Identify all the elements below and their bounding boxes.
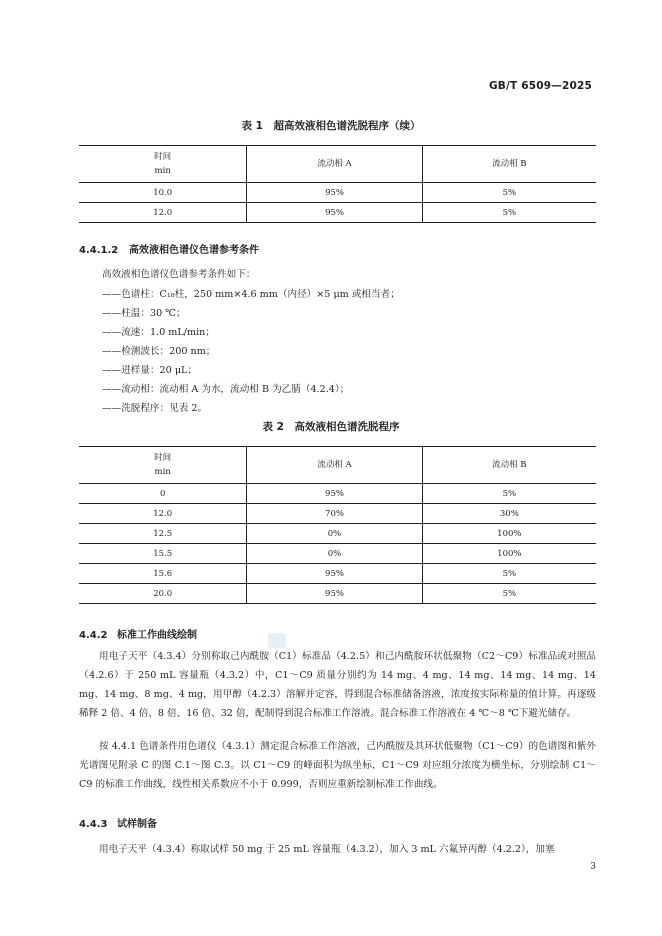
section-4412-intro: 高效液相色谱仪色谱参考条件如下： [102, 269, 256, 280]
section-442-paragraph-1: 用电子天平（4.3.4）分别称取己内酰胺（C1）标准品（4.2.5）和己内酰胺环状低聚物（C2～C9）标准品或对照品（4.2.6）于 250 mL 容量瓶（4.3.2）中，C1～C9 质量分别约为 14 mg、4 mg、14 mg、14 mg、14 mg、14 mg、14 mg、8 mg、4 mg，用甲醇（4.2.3）溶解并定容，得到混合标准储备溶液，浓度按实际称量的值计算。再逐级稀释 2 倍、4 倍、8 倍、16 倍、32 倍，配制得到混合标准工作溶液。混合标准工作溶液在 4 ℃～8 ℃下避光储存。 [79, 651, 596, 719]
table-cell: 95% [247, 564, 422, 584]
table-cell: 15.5 [79, 544, 247, 564]
table-cell: 95% [247, 584, 422, 604]
table-row [79, 524, 596, 544]
table-row [79, 564, 596, 584]
table-cell: 100% [422, 544, 596, 564]
section-title: 标准工作曲线绘制 [117, 630, 197, 641]
table-cell: 5% [422, 183, 596, 203]
list-item: ——流速：1.0 mL/min； [102, 327, 215, 338]
table1 [79, 145, 596, 223]
table-cell: 0 [79, 484, 247, 504]
table-row [79, 203, 596, 223]
table2-caption: 表 2 高效液相色谱洗脱程序 [262, 421, 400, 433]
table1-header-time: 时间 min [79, 146, 247, 183]
section-443-heading [79, 815, 157, 830]
page-number: 3 [590, 862, 596, 872]
table2-header-a: 流动相 A [247, 447, 422, 484]
table-cell: 95% [247, 183, 422, 203]
list-item: ——检测波长：200 nm； [102, 346, 216, 357]
table-cell: 20.0 [79, 584, 247, 604]
list-item: ——流动相：流动相 A 为水，流动相 B 为乙腈（4.2.4）； [102, 384, 350, 395]
table-row [79, 584, 596, 604]
table-cell: 30% [422, 504, 596, 524]
table-cell: 5% [422, 484, 596, 504]
table1-caption: 表 1 超高效液相色谱洗脱程序（续） [241, 120, 421, 132]
table-cell: 100% [422, 524, 596, 544]
table-cell: 10.0 [79, 183, 247, 203]
table-cell: 12.0 [79, 504, 247, 524]
table-row [79, 484, 596, 504]
table-cell: 5% [422, 203, 596, 223]
table-row [79, 504, 596, 524]
list-item: ——进样量：20 μL； [102, 365, 198, 376]
table-cell: 15.6 [79, 564, 247, 584]
standard-code: GB/T 6509—2025 [488, 80, 592, 92]
table1-header-b: 流动相 B [422, 146, 596, 183]
table-cell: 5% [422, 564, 596, 584]
table1-header-a: 流动相 A [247, 146, 422, 183]
table-cell: 95% [247, 484, 422, 504]
list-item: ——色谱柱：C₁₈柱，250 mm×4.6 mm（内径）×5 μm 或相当者； [102, 289, 400, 300]
table1-header-row [79, 146, 596, 183]
section-title: 高效液相色谱仪色谱参考条件 [129, 245, 259, 256]
section-442-paragraph-2: 按 4.4.1 色谱条件用色谱仪（4.3.1）测定混合标准工作溶液，己内酰胺及其环状低聚物（C1～C9）的色谱图和紫外光谱图见附录 C 的图 C.1～图 C.3。以 C1～C9 的峰面积为纵坐标，C1～C9 对应组分浓度为横坐标，分别绘制 C1～C9 的标准工作曲线，线性相关系数应不小于 0.999，否则应重新绘制标准工作曲线。 [79, 741, 596, 790]
list-item: ——洗脱程序：见表 2。 [102, 403, 208, 414]
section-443-paragraph: 用电子天平（4.3.4）称取试样 50 mg 于 25 mL 容量瓶（4.3.2），加入 3 mL 六氟异丙醇（4.2.2），加塞 [99, 844, 555, 855]
section-4412-heading [79, 241, 259, 256]
table-cell: 70% [247, 504, 422, 524]
table2 [79, 446, 596, 604]
table-cell: 0% [247, 544, 422, 564]
section-number: 4.4.3 [79, 819, 108, 830]
list-item: ——柱温：30 ℃； [102, 308, 186, 319]
section-442-heading [79, 626, 197, 641]
section-title: 试样制备 [117, 819, 157, 830]
table-cell: 5% [422, 584, 596, 604]
section-number: 4.4.2 [79, 630, 108, 641]
watermark-stamp [268, 633, 286, 648]
table-row [79, 544, 596, 564]
table2-header-b: 流动相 B [422, 447, 596, 484]
table-cell: 95% [247, 203, 422, 223]
table2-header-row [79, 447, 596, 484]
table2-header-time: 时间 min [79, 447, 247, 484]
table-cell: 0% [247, 524, 422, 544]
table-row [79, 183, 596, 203]
section-number: 4.4.1.2 [79, 245, 119, 256]
table-cell: 12.5 [79, 524, 247, 544]
table-cell: 12.0 [79, 203, 247, 223]
